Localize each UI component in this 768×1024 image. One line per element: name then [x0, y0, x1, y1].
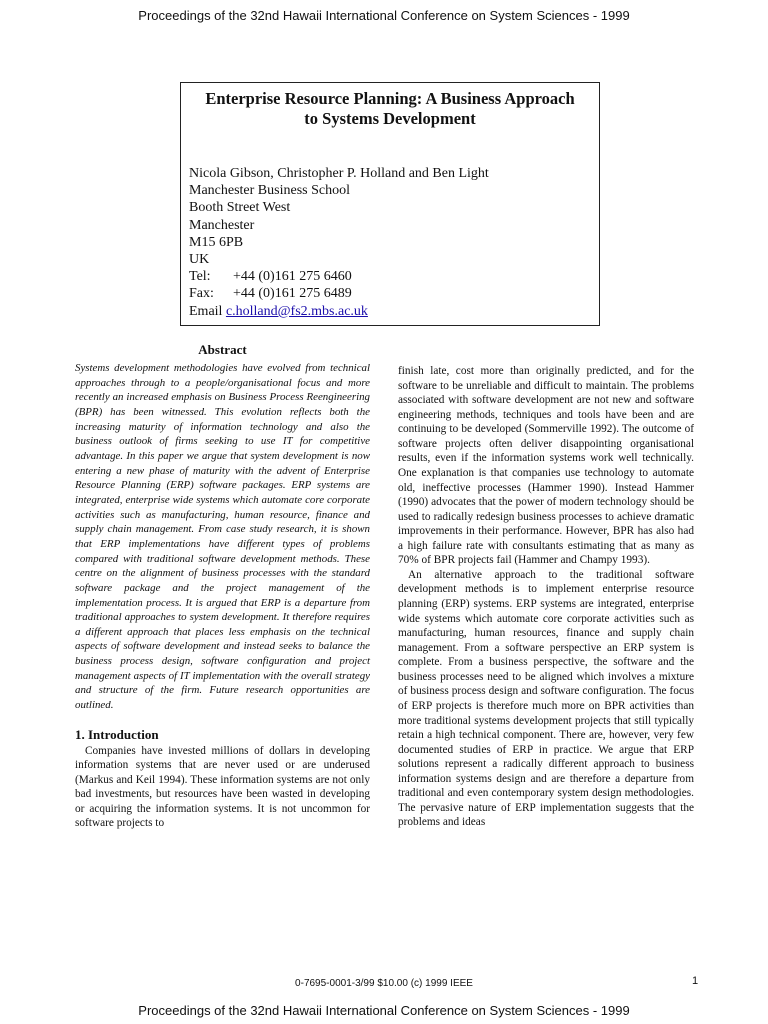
left-column: [75, 342, 370, 831]
running-footer: Proceedings of the 32nd Hawaii International Conference on System Sciences - 1999: [138, 1003, 630, 1018]
abstract-text: Systems development methodologies have evolved from technical approaches through to a people/organisational focus and more recently an increased emphasis on Business Process Reengineering (BPR) has been witnessed. This evolution reflects both the increasing maturity of information technology and also the business outlook of firms seeking to use IT for competitive advantage. In this paper we argue that system development is now entering a new phase of maturity with the advent of Enterprise Resource Planning (ERP) software packages. ERP systems are integrated, enterprise wide systems which automate core corporate activities such as manufacturing, human resource, finance and supply chain management. From case study research, it is shown that ERP implementations have different types of problems compared with traditional software development methods. These centre on the alignment of business processes with the standard software package and the project management of the implementation process. It is argued that ERP is a departure from traditional approaches to system development. It therefore requires a different approach that places less emphasis on the technical aspects of software development and instead seeks to balance the business process design, software configuration and project management aspects of IT implementation with the overall strategy and structure of the firm. Future research opportunities are outlined.: [75, 362, 370, 712]
title-box: [180, 82, 600, 326]
running-header: Proceedings of the 32nd Hawaii International Conference on System Sciences - 1999: [138, 8, 630, 23]
address-line: Booth Street West: [189, 200, 291, 216]
telephone-line: [189, 268, 593, 285]
right-column: [398, 364, 694, 830]
address-line: Manchester Business School: [189, 183, 350, 199]
page-number: 1: [692, 975, 699, 987]
abstract-heading: Abstract: [198, 342, 247, 357]
introduction-heading: 1. Introduction: [75, 726, 159, 742]
tel-value: +44 (0)161 275 6460: [233, 269, 352, 285]
tel-label: Tel:: [189, 269, 211, 285]
paper-title-line-2: to Systems Development: [304, 109, 476, 128]
author-affiliation: [189, 165, 593, 320]
body-paragraph: An alternative approach to the traditional software development methods is to implement enterprise resource planning (ERP) systems. ERP systems are integrated, enterprise wide systems which automate core corporate activities such as manufacturing, human resources, finance and supply chain management. From a software perspective an ERP system is complete. From a business perspective, the software and the business processes need to be aligned which involves a mixture of business process design and software configuration. The focus of ERP projects is therefore much more on BPR activities than more traditional systems development projects that still typically retain a high technical component. There are, however, very few documented studies of ERP in practice. We argue that ERP solutions represent a radically different approach to business information systems design and are therefore a departure from traditional and even contemporary system design methodologies. The pervasive nature of ERP implementation suggests that the problems and ideas: [398, 568, 694, 829]
fax-line: [189, 285, 593, 302]
address-line: Manchester: [189, 217, 255, 233]
email-line: [189, 303, 593, 320]
introduction-text: Companies have invested millions of dollars in developing information systems that are never used or are underused (Markus and Keil 1994). These information systems are not only bad investments, but resources have been wasted in developing or acquiring the information systems. It is not uncommon for software projects to: [75, 744, 370, 830]
address-line: M15 6PB: [189, 234, 244, 250]
address-line: UK: [189, 252, 210, 268]
fax-value: +44 (0)161 275 6489: [233, 286, 352, 302]
paper-title: [181, 89, 599, 129]
copyright-code: 0-7695-0001-3/99 $10.00 (c) 1999 IEEE: [295, 978, 473, 989]
body-paragraph: finish late, cost more than originally predicted, and for the software to be unreliable and difficult to maintain. The problems associated with software development are not new and software engineering methods, techniques and tools have been and are continuing to be developed (Sommerville 1992). The outcome of software projects often deliver disappointing organisational results, even if the information systems work well technically. One explanation is that companies use technology to automate old, ineffective processes (Hammer 1990). Instead Hammer (1990) advocates that the power of modern technology should be used to radically redesign business processes to achieve dramatic improvements in their performance. However, BPR has also had a high failure rate with consultants estimating that as many as 70% of BPR projects fail (Hammer and Champy 1993).: [398, 365, 694, 567]
fax-label: Fax:: [189, 286, 214, 302]
author-names: Nicola Gibson, Christopher P. Holland and Ben Light: [189, 166, 489, 181]
paper-title-line-1: Enterprise Resource Planning: A Business Approach: [205, 89, 575, 108]
email-label: Email: [189, 303, 223, 319]
email-link[interactable]: c.holland@fs2.mbs.ac.uk: [225, 303, 368, 319]
